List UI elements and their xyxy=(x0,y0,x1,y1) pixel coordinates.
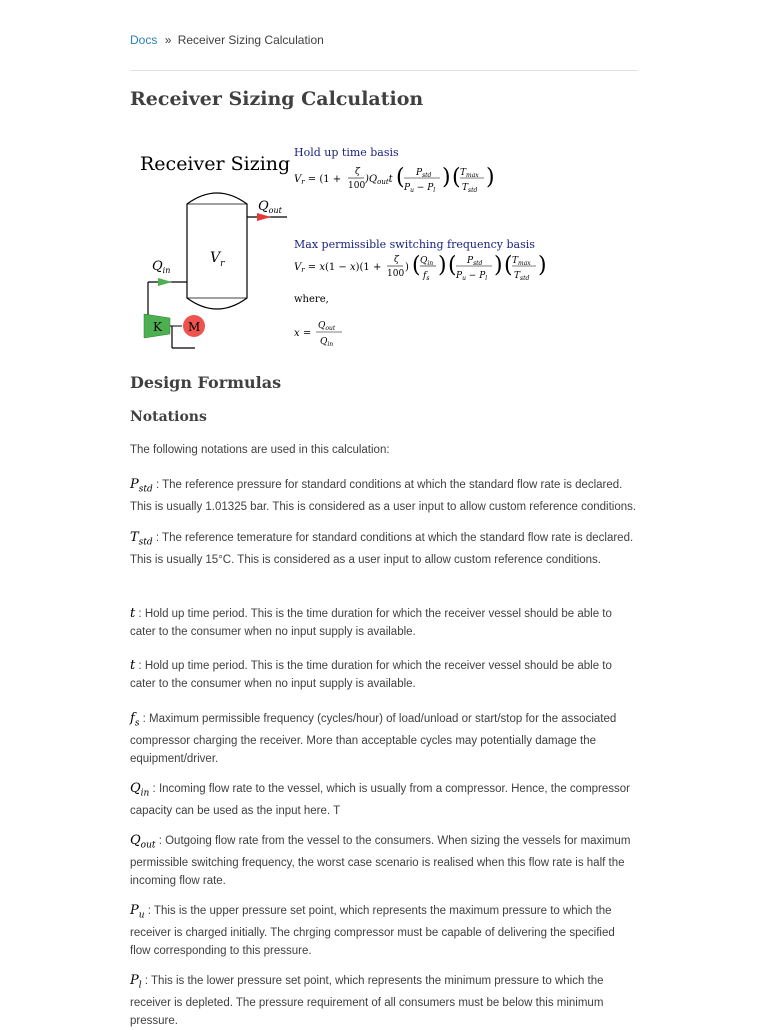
notation-p-l xyxy=(130,972,638,1030)
notation-text: : Maximum permissible frequency (cycles/hour) of load/unload or start/stop for the associated compressor charging the receiver. More than acceptable cycles may potentially damage the equipment/driver. xyxy=(130,713,617,765)
receiver-sizing-figure xyxy=(130,138,560,358)
svg-text:)Qoutt: )$Q_{out}t$ xyxy=(365,174,393,186)
notation-symbol: $T_{std}$ xyxy=(130,530,153,548)
svg-text:Vr = (1 +: $V_r = (1$ + xyxy=(294,174,342,186)
svg-text:Pu − Pl: $P_u - P_l$ xyxy=(404,183,436,194)
svg-text:): ) xyxy=(438,253,447,278)
motor-label: M xyxy=(188,320,201,334)
svg-text:Pstd: $P_{std}$ xyxy=(467,256,483,267)
notation-p-u xyxy=(130,902,638,960)
notation-text: : Hold up time period. This is the time duration for which the receiver vessel should be able to cater to the consumer when no input supply is available. xyxy=(130,660,612,690)
figure-title: Receiver Sizing xyxy=(140,153,291,175)
notation-symbol: $f_s$ xyxy=(130,711,140,729)
svg-text:100: 100 xyxy=(348,181,366,191)
svg-text:Tstd: $T_{std}$ xyxy=(462,183,478,194)
holdup-formula xyxy=(294,165,495,194)
q-out-sub: out xyxy=(268,206,282,215)
notation-text: : The reference temerature for standard conditions at which the standard flow rate is declared. This is usually 15°C. This is considered as a user input to allow custom reference conditions. xyxy=(130,532,634,567)
svg-text:Qin: $Q_{in}$ xyxy=(320,337,334,348)
notation-symbol: $P_u$ xyxy=(130,903,145,921)
svg-text:): ) xyxy=(538,253,547,278)
divider xyxy=(130,70,638,71)
svg-text:Vr = x(1 − x)(1 +: $V_r = x(1 - x)(1$ + xyxy=(294,262,382,274)
notation-t-holdup-repeat xyxy=(130,657,638,693)
notation-p-std xyxy=(130,476,638,517)
svg-text:Tstd: $T_{std}$ xyxy=(514,271,530,282)
vessel-volume-sub: r xyxy=(220,259,225,269)
svg-text:Pstd: $P_{std}$ xyxy=(416,168,432,179)
q-out-label: $Q_{out}$ xyxy=(258,199,282,215)
svg-text:x =: x = xyxy=(294,328,312,339)
compressor-label: K xyxy=(153,320,162,334)
breadcrumb xyxy=(130,33,324,47)
notation-f-s xyxy=(130,710,638,768)
notation-text: : This is the upper pressure set point, which represents the maximum pressure to which the receiver is charged initially. The chrging compressor must be capable of delivering the specified flow corresponding to this pressure. xyxy=(130,905,615,957)
svg-text:ζ: ζ xyxy=(394,255,399,265)
svg-text:Tmax: $T_{max}$ xyxy=(512,256,531,267)
notation-t-holdup xyxy=(130,605,638,641)
svg-text:): ) xyxy=(494,253,503,278)
svg-text:Qout: $Q_{out}$ xyxy=(318,321,336,332)
notation-text: : The reference pressure for standard conditions at which the standard flow rate is declared. This is usually 1.01325 bar. This is considered as a user input to allow custom reference conditions. xyxy=(130,479,637,514)
notation-symbol: t xyxy=(130,606,136,621)
notation-symbol: $Q_{out}$ xyxy=(130,833,156,851)
svg-text:Pu − Pl: $P_u - P_l$ xyxy=(456,271,488,282)
where-label: where, xyxy=(294,294,329,305)
notation-symbol: t xyxy=(130,658,136,673)
design-formulas-heading: Design Formulas xyxy=(130,373,282,392)
notation-t-std xyxy=(130,529,638,570)
notation-symbol: $Q_{in}$ xyxy=(130,781,150,799)
svg-text:(: ( xyxy=(412,253,421,278)
notation-symbol: $P_{std}$ xyxy=(130,477,153,495)
notation-text: : This is the lower pressure set point, which represents the minimum pressure to which the receiver is depleted. The pressure requirement of all consumers must be below this minimum pressure. xyxy=(130,975,604,1027)
notations-intro: The following notations are used in this calculation: xyxy=(130,444,390,456)
x-definition-formula xyxy=(294,321,342,348)
svg-text:(: ( xyxy=(448,253,457,278)
page-title: Receiver Sizing Calculation xyxy=(130,88,424,110)
svg-text:Qin: $Q_{in}$ xyxy=(420,256,434,267)
svg-text:): ) xyxy=(486,165,495,190)
svg-text:): ) xyxy=(442,165,451,190)
holdup-heading: Hold up time basis xyxy=(294,146,399,159)
svg-text:(: ( xyxy=(452,165,461,190)
frequency-formula xyxy=(294,253,547,282)
breadcrumb-current: Receiver Sizing Calculation xyxy=(177,33,324,47)
svg-text:): ) xyxy=(405,262,409,273)
svg-text:(: ( xyxy=(504,253,513,278)
notations-heading: Notations xyxy=(130,409,207,425)
svg-text:100: 100 xyxy=(387,269,405,279)
notation-text: : Hold up time period. This is the time duration for which the receiver vessel should be able to cater to the consumer when no input supply is available. xyxy=(130,608,612,638)
svg-text:(: ( xyxy=(396,165,405,190)
notation-text: : Incoming flow rate to the vessel, which is usually from a compressor. Hence, the compressor capacity can be used as the input here. T xyxy=(130,783,631,818)
q-in-label: $Q_{in}$ xyxy=(152,259,171,275)
frequency-heading: Max permissible switching frequency basis xyxy=(294,238,535,251)
notation-q-out xyxy=(130,832,638,890)
breadcrumb-docs-link[interactable]: Docs xyxy=(130,33,158,47)
notation-text: : Outgoing flow rate from the vessel to the consumers. When sizing the vessels for maximum permissible switching frequency, the worst case scenario is realised when this flow rate is half the incoming flow rate. xyxy=(130,835,631,887)
breadcrumb-separator: » xyxy=(164,33,172,47)
notation-q-in xyxy=(130,780,638,821)
q-in-sub: in xyxy=(162,266,171,275)
svg-text:fs: $f_s$ xyxy=(423,271,430,282)
vessel-volume-label: $V_r$ xyxy=(210,250,225,269)
svg-text:ζ: ζ xyxy=(355,167,360,177)
svg-text:Tmax: $T_{max}$ xyxy=(460,168,479,179)
notation-symbol: $P_l$ xyxy=(130,973,142,991)
